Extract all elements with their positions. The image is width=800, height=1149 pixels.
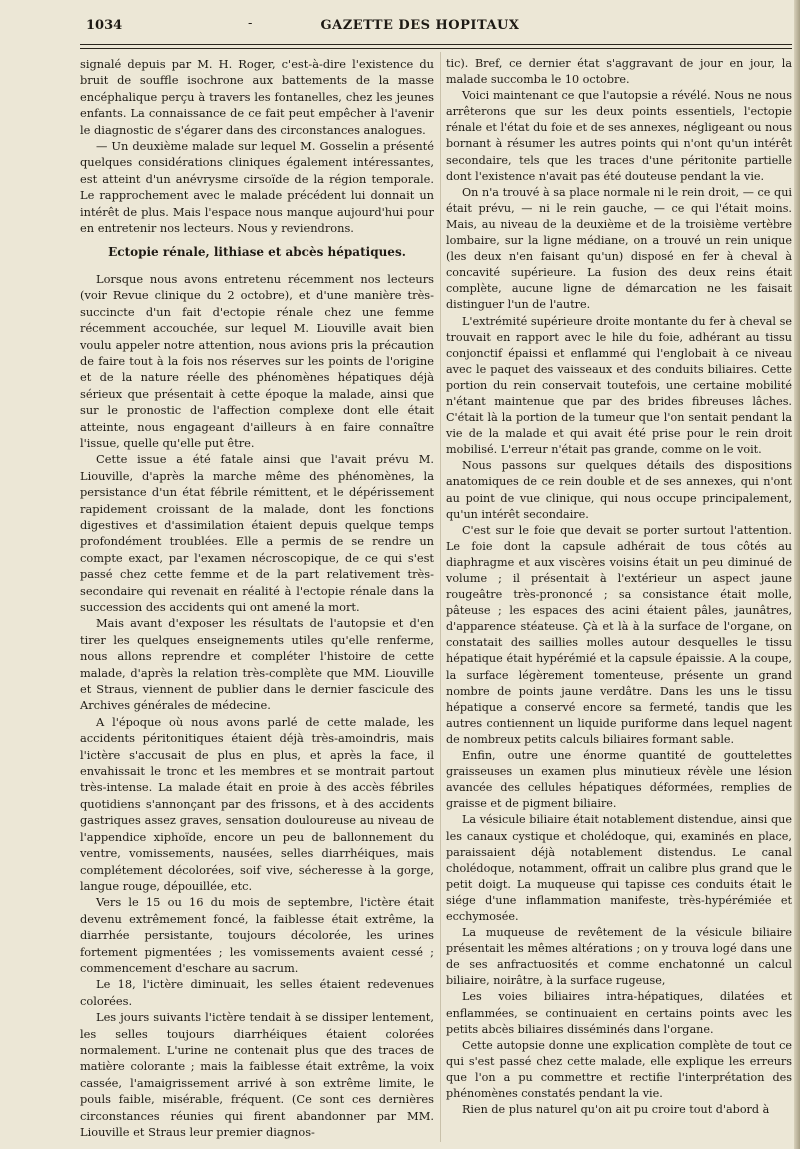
paragraph: Mais avant d'exposer les résultats de l'autopsie et d'en tirer les quelques enseignements utiles qu'elle renferme, nous allons reprendre et compléter l'histoire de cette malade, d'après la relation très-complète que MM. Liouville et Straus, viennent de publier dans le dernier fascicule des Archives générales de médecine. (80, 616, 434, 713)
page-header (0, 14, 800, 40)
paragraph: Cette issue a été fatale ainsi que l'avait prévu M. Liouville, d'après la marche même des phénomènes, la persistance d'un état fébrile rémittent, et le dépérissement rapidement croissant de la malade, dont les fonctions digestives et d'assimilation étaient depuis quelque temps profondément troublées. Elle a permis de se rendre un compte exact, par l'examen nécroscopique, de ce qui s'est passé chez cette femme et de la part relativement très-secondaire qui revenait en réalité à l'ectopie rénale dans la succession des accidents qui ont amené la mort. (80, 452, 434, 614)
running-title: GAZETTE DES HOPITAUX (320, 18, 520, 33)
paragraph: tic). Bref, ce dernier état s'aggravant de jour en jour, la malade succomba le 10 octobre. (446, 57, 792, 87)
column-gutter (440, 52, 441, 1142)
header-rule-top (80, 44, 792, 45)
paragraph: A l'époque où nous avons parlé de cette malade, les accidents péritonitiques étaient déjà très-amoindris, mais l'ictère s'accusait de plus en plus, et après la face, il envahissait le tronc et les membres et se montrait partout très-intense. La malade était en proie à des accès fébriles quotidiens s'annonçant par des frissons, et à des accidents gastriques assez graves, sensation douloureuse au niveau de l'appendice xiphoïde, encore un peu de ballonnement du ventre, vomissements, nausées, selles diarrhéiques, mais complétement décolorées, soif vive, sécheresse à la gorge, langue rouge, dépouillée, etc. (80, 714, 434, 893)
left-column (80, 56, 434, 1140)
paragraph: Cette autopsie donne une explication complète de tout ce qui s'est passé chez cette malade, elle explique les erreurs que l'on a pu commettre et rectifie l'interprétation des phénomènes constatés pendant la vie. (446, 1038, 792, 1100)
paragraph: Nous passons sur quelques détails des dispositions anatomiques de ce rein double et de ses annexes, qui n'ont au point de vue clinique, qui nous occupe principalement, qu'un intérêt secondaire. (446, 459, 792, 521)
paragraph: La vésicule biliaire était notablement distendue, ainsi que les canaux cystique et cholédoque, qui, examinés en place, paraissaient déjà notablement distendus. Le canal cholédoque, notamment, offrait un calibre plus grand que le petit doigt. La muqueuse qui tapisse ces conduits était le siége d'une inflammation manifeste, très-hypérémiée et ecchymosée. (446, 813, 792, 923)
paragraph: L'extrémité supérieure droite montante du fer à cheval se trouvait en rapport avec le hile du foie, adhérant au tissu conjonctif épaissi et enflammé qui l'englobait à ce niveau avec le paquet des vaisseaux et des conduits biliaires. Cette portion du rein conservait toutefois, une certaine mobilité n'étant maintenue que par des brides fibreuses lâches. C'était là la portion de la tumeur que l'on sentait pendant la vie de la malade et qui avait été prise pour le rein droit mobilisé. L'erreur n'était pas grande, comme on le voit. (446, 314, 792, 457)
paragraph: C'est sur le foie que devait se porter surtout l'attention. Le foie dont la capsule adhérait de tous côtés au diaphragme et aux viscères voisins était un peu diminué de volume ; il présentait à l'extérieur un aspect jaune rougeâtre très-prononcé ; sa consistance était molle, pâteuse ; les espaces des acini étaient pâles, jaunâtres, d'apparence stéateuse. Çà et là à la surface de l'organe, on constatait des saillies molles autour desquelles le tissu hépatique était hypérémié et la capsule épaissie. A la coupe, la surface légèrement tomenteuse, présente un grand nombre de points jaune verdâtre. Dans les uns le tissu hépatique a conservé encore sa fermeté, tandis que les autres contiennent un liquide puriforme dans lequel nagent de nombreux petits calculs biliaires formant sable. (446, 523, 792, 746)
paragraph: Rien de plus naturel qu'on ait pu croire tout d'abord à (462, 1103, 770, 1117)
section-title: Ectopie rénale, lithiase et abcès hépatiques. (108, 245, 406, 260)
paragraph: La muqueuse de revêtement de la vésicule biliaire présentait les mêmes altérations ; on y trouva logé dans une de ses anfractuosités et comme enchatonné un calcul biliaire, noirâtre, à la surface rugeuse, (446, 926, 792, 988)
paragraph: Voici maintenant ce que l'autopsie a révélé. Nous ne nous arrêterons que sur les deux points essentiels, l'ectopie rénale et l'état du foie et de ses annexes, négligeant ou nous bornant à résumer les autres points qui n'ont qu'un intérêt secondaire, tels que les traces d'une péritonite partielle dont l'existence n'avait pas été douteuse pendant la vie. (446, 89, 792, 183)
paragraph: Lorsque nous avons entretenu récemment nos lecteurs (voir Revue clinique du 2 octobre), et d'une manière très-succincte d'un fait d'ectopie rénale chez une femme récemment accouchée, sur lequel M. Liouville avait bien voulu appeler notre attention, nous avions pris la précaution de faire tout à la fois nos réserves sur les points de l'origine et de la nature réelle des phénomènes hépatiques déjà sérieux que présentait à cette époque la malade, ainsi que sur le pronostic de l'affection complexe dont elle était atteinte, nous engageant d'ailleurs à en faire connaître l'issue, quelle qu'elle put être. (80, 271, 434, 450)
header-dash: - (248, 16, 253, 31)
paragraph: — Un deuxième malade sur lequel M. Gosselin a présenté quelques considérations cliniques également intéressantes, est atteint d'un anévrysme cirsoïde de la région temporale. Le rapprochement avec le malade précédent lui donnait un intérêt de plus. Mais l'espace nous manque aujourd'hui pour en entretenir nos lecteurs. Nous y reviendrons. (80, 139, 434, 236)
paragraph: signalé depuis par M. H. Roger, c'est-à-dire l'existence du bruit de souffle isochrone aux battements de la masse encéphalique perçu à travers les fontanelles, chez les jeunes enfants. La connaissance de ce fait peut empêcher à l'avenir le diagnostic de s'égarer dans des circonstances analogues. (80, 57, 434, 137)
paragraph: Vers le 15 ou 16 du mois de septembre, l'ictère était devenu extrêmement foncé, la faiblesse était extrême, la diarrhée persistante, toujours décolorée, les urines fortement pigmentées ; les vomissements avaient cessé ; commencement d'eschare au sacrum. (80, 895, 434, 975)
paragraph: Enfin, outre une énorme quantité de gouttelettes graisseuses un examen plus minutieux révèle une lésion avancée des cellules hépatiques déformées, remplies de graisse et de pigment biliaire. (446, 749, 792, 811)
page-binding-edge (794, 0, 800, 1149)
paragraph: On n'a trouvé à sa place normale ni le rein droit, — ce qui était prévu, — ni le rein gauche, — ce qui l'était moins. Mais, au niveau de la deuxième et de la troisième vertèbre lombaire, sur la ligne médiane, on a trouvé un rein unique (les deux n'en faisant qu'un) disposé en fer à cheval à concavité supérieure. La fusion des deux reins était complète, aucune ligne de démarcation ne les faisait distinguer l'un de l'autre. (446, 185, 792, 312)
paragraph: Les voies biliaires intra-hépatiques, dilatées et enflammées, se continuaient en certains points avec les petits abcès biliaires disséminés dans l'organe. (446, 990, 792, 1036)
paragraph: Le 18, l'ictère diminuait, les selles étaient redevenues colorées. (80, 977, 434, 1008)
paragraph: Les jours suivants l'ictère tendait à se dissiper lentement, les selles toujours diarrhéiques étaient colorées normalement. L'urine ne contenait plus que des traces de matière colorante ; mais la faiblesse était extrême, la voix cassée, l'amaigrissement arrivé à son extrême limite, le pouls faible, misérable, fréquent. (Ce sont ces dernières circonstances réunies qui firent abandonner par MM. Liouville et Straus leur premier diagnos- (80, 1010, 434, 1139)
page-number: 1034 (86, 18, 123, 33)
right-column (446, 56, 792, 1118)
header-rule-bottom (80, 48, 792, 49)
